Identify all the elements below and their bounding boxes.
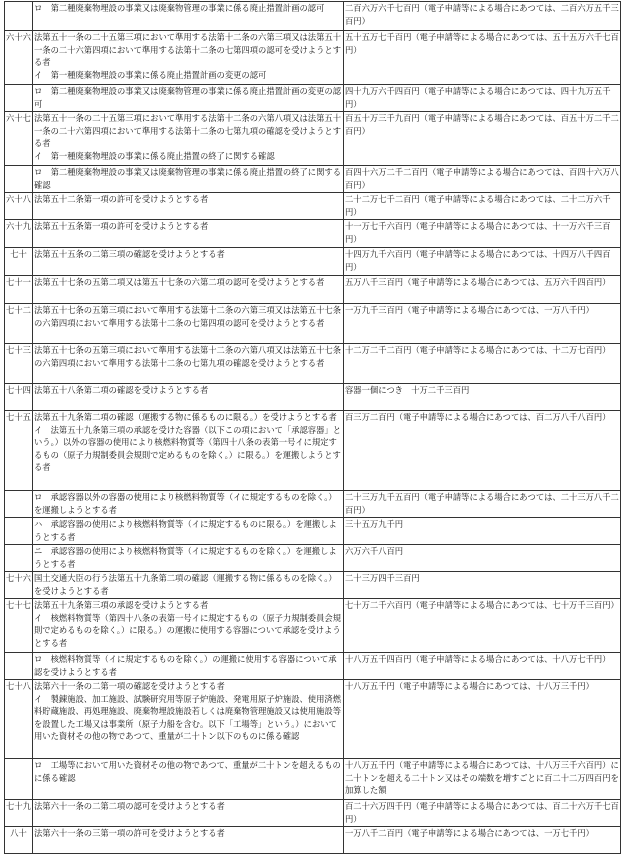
row-number: 七十八 bbox=[5, 680, 33, 759]
row-fee: 五十五万七千百円（電子申請等による場合にあつては、五十五万六千七百円） bbox=[344, 31, 621, 85]
table-row bbox=[5, 759, 621, 800]
row-number: 六十六 bbox=[5, 31, 33, 85]
row-number: 六十九 bbox=[5, 220, 33, 248]
row-fee: 五万八千三百円（電子申請等による場合にあつては、五万六千四百円） bbox=[344, 276, 621, 304]
row-description bbox=[33, 759, 344, 800]
description-line: ロ 第二種廃棄物埋設の事業又は廃棄物管理の事業に係る廃止措置計画の変更の認可 bbox=[34, 86, 341, 109]
description-line: 法第五十一条の二十五第三項において準用する法第十二条の六第三項又は法第五十一条の二十六第四項において準用する法第十二条の七第四項の認可を受けようとする者 bbox=[34, 32, 341, 68]
description-line: イ 第一種廃棄物埋設の事業に係る廃止措置計画の変更の認可 bbox=[34, 69, 267, 80]
row-number bbox=[5, 491, 33, 518]
fee-schedule-table bbox=[4, 1, 621, 854]
description-line: ロ 承認容器以外の容器の使用により核燃料物質等（イに規定するものを除く。）を運搬しようとする者 bbox=[34, 492, 337, 515]
row-number: 七十四 bbox=[5, 384, 33, 411]
description-line: ロ 工場等において用いた資材その他の物であつて、重量が二十トンを超えるものに係る確認 bbox=[34, 760, 341, 783]
table-row bbox=[5, 193, 621, 220]
row-fee: 百三万二百円（電子申請等による場合にあつては、百二万八千八百円） bbox=[344, 411, 621, 491]
row-fee: 一万九千三百円（電子申請等による場合にあつては、一万八千円） bbox=[344, 304, 621, 344]
row-number bbox=[5, 759, 33, 800]
table-row bbox=[5, 2, 621, 31]
description-line: 法第五十九条第三項の承認を受けようとする者 bbox=[34, 600, 209, 610]
table-row bbox=[5, 276, 621, 304]
row-number: 七十六 bbox=[5, 572, 33, 599]
table-row bbox=[5, 411, 621, 491]
row-number bbox=[5, 518, 33, 545]
row-number: 六十七 bbox=[5, 112, 33, 166]
row-description bbox=[33, 653, 344, 680]
table-row bbox=[5, 800, 621, 827]
row-number: 七十九 bbox=[5, 800, 33, 827]
table-row bbox=[5, 85, 621, 112]
row-number: 七十七 bbox=[5, 599, 33, 653]
row-description bbox=[33, 827, 344, 854]
row-fee: 一万八千二百円（電子申請等による場合にあつては、一万七千円） bbox=[344, 827, 621, 854]
row-description bbox=[33, 384, 344, 411]
row-fee: 百五十万三千九百円（電子申請等による場合にあつては、百五十万二千二百円） bbox=[344, 112, 621, 166]
row-description bbox=[33, 166, 344, 193]
row-description bbox=[33, 411, 344, 491]
description-line: 法第五十七条の五第三項において準用する法第十二条の六第三項又は法第五十七条の六第四項において準用する法第十二条の七第四項の認可を受けようとする者 bbox=[34, 305, 341, 328]
description-line: 法第五十五条第一項の許可を受けようとする者 bbox=[34, 221, 209, 231]
table-row bbox=[5, 112, 621, 166]
description-line: イ 第一種廃棄物埋設の事業に係る廃止措置の終了に関する確認 bbox=[34, 150, 275, 161]
row-fee: 二十三万九千五百円（電子申請等による場合にあつては、二十三万八千二百円） bbox=[344, 491, 621, 518]
table-row bbox=[5, 653, 621, 680]
description-line: イ 核燃料物質等（第四十八条の表第一号イに規定するもの（原子力規制委員会規則で定めるものを除く。）に限る。）の運搬に使用する容器について承認を受けようとする者 bbox=[34, 612, 341, 648]
description-line: 法第五十七条の五第三項において準用する法第十二条の六第八項又は法第五十七条の六第四項において準用する法第十二条の七第九項の確認を受けようとする者 bbox=[34, 345, 341, 368]
row-number bbox=[5, 2, 33, 31]
row-description bbox=[33, 85, 344, 112]
row-fee: 二十三万四千三百円 bbox=[344, 572, 621, 599]
table-row bbox=[5, 220, 621, 248]
description-line: イ 製錬施設、加工施設、試験研究用等原子炉施設、発電用原子炉施設、使用済燃料貯蔵施設、再処理施設、廃棄物埋設施設若しくは廃棄物管理施設又は使用施設等を設置した工場又は事業所（原子力船を含む。以下「工場等」という。）において用いた資材その他の物であつて、重量が二十トン以下のものに係る確認 bbox=[34, 693, 341, 742]
row-fee: 十一万七千六百円（電子申請等による場合にあつては、十一万六千三百円） bbox=[344, 220, 621, 248]
row-description bbox=[33, 2, 344, 31]
table-row bbox=[5, 248, 621, 276]
row-fee: 六万六千八百円 bbox=[344, 545, 621, 572]
description-line: 法第五十九条第二項の確認（運搬する物に係るものに限る。）を受けようとする者 bbox=[34, 412, 337, 422]
row-fee: 二百六万六千七百円（電子申請等による場合にあつては、二百六万五千三百円） bbox=[344, 2, 621, 31]
row-description bbox=[33, 800, 344, 827]
row-description bbox=[33, 680, 344, 759]
row-description bbox=[33, 304, 344, 344]
row-fee: 二十二万七千二百円（電子申請等による場合にあつては、二十二万六千円） bbox=[344, 193, 621, 220]
row-description bbox=[33, 518, 344, 545]
row-description bbox=[33, 545, 344, 572]
row-number bbox=[5, 653, 33, 680]
description-line: ハ 承認容器の使用により核燃料物質等（イに規定するものに限る。）を運搬しようとする者 bbox=[34, 519, 337, 542]
row-number: 七十 bbox=[5, 248, 33, 276]
description-line: 法第五十二条第一項の許可を受けようとする者 bbox=[34, 194, 209, 204]
row-description bbox=[33, 220, 344, 248]
row-number bbox=[5, 545, 33, 572]
row-fee: 百四十六万二千二百円（電子申請等による場合にあつては、百四十六万八百円） bbox=[344, 166, 621, 193]
description-line: 法第五十一条の二十五第三項において準用する法第十二条の六第八項又は法第五十一条の二十六第四項において準用する法第十二条の七第九項の確認を受けようとする者 bbox=[34, 113, 341, 149]
row-fee: 十二万二千二百円（電子申請等による場合にあつては、十二万七百円） bbox=[344, 344, 621, 384]
row-number bbox=[5, 166, 33, 193]
table-row bbox=[5, 518, 621, 545]
table-row bbox=[5, 304, 621, 344]
row-description bbox=[33, 599, 344, 653]
table-row bbox=[5, 384, 621, 411]
description-line: 国土交通大臣の行う法第五十九条第二項の確認（運搬する物に係るものを除く。）を受けようとする者 bbox=[34, 573, 337, 596]
row-number: 八十 bbox=[5, 827, 33, 854]
row-description bbox=[33, 276, 344, 304]
description-line: ロ 第二種廃棄物埋設の事業又は廃棄物管理の事業に係る廃止措置計画の認可 bbox=[34, 3, 325, 13]
description-line: 法第五十五条の二第三項の確認を受けようとする者 bbox=[34, 249, 225, 259]
table-row bbox=[5, 545, 621, 572]
row-number: 七十一 bbox=[5, 276, 33, 304]
description-line: 法第六十一条の二第一項の確認を受けようとする者 bbox=[34, 681, 225, 691]
row-number: 七十三 bbox=[5, 344, 33, 384]
row-fee: 十八万五千円（電子申請等による場合にあつては、十八万三千六百円）に二十トンを超える二十トン又はその端数を増すごとに百二十二万四百円を加算した額 bbox=[344, 759, 621, 800]
row-fee: 十八万五千四百円（電子申請等による場合にあつては、十八万七千円） bbox=[344, 653, 621, 680]
row-fee: 四十九万六千四百円（電子申請等による場合にあつては、四十九万五千円） bbox=[344, 85, 621, 112]
row-description bbox=[33, 491, 344, 518]
table-row bbox=[5, 572, 621, 599]
row-number: 六十八 bbox=[5, 193, 33, 220]
row-fee: 容器一個につき 十万二千三百円 bbox=[344, 384, 621, 411]
table-row bbox=[5, 827, 621, 854]
row-fee: 三十五万九千円 bbox=[344, 518, 621, 545]
table-row bbox=[5, 31, 621, 85]
row-fee: 七十万二千六百円（電子申請等による場合にあつては、七十万千三百円） bbox=[344, 599, 621, 653]
description-line: 法第五十八条第二項の確認を受けようとする者 bbox=[34, 385, 209, 395]
row-description bbox=[33, 248, 344, 276]
row-fee: 十四万九千六百円（電子申請等による場合にあつては、十四万八千四百円） bbox=[344, 248, 621, 276]
row-description bbox=[33, 31, 344, 85]
table-row bbox=[5, 166, 621, 193]
row-description bbox=[33, 572, 344, 599]
table-row bbox=[5, 599, 621, 653]
description-line: ロ 第二種廃棄物埋設の事業又は廃棄物管理の事業に係る廃止措置の終了に関する確認 bbox=[34, 167, 341, 190]
row-fee: 百二十六万四千円（電子申請等による場合にあつては、百二十六万千七百円） bbox=[344, 800, 621, 827]
row-fee: 十八万五千円（電子申請等による場合にあつては、十八万三千円） bbox=[344, 680, 621, 759]
description-line: ロ 核燃料物質等（イに規定するものを除く。）の運搬に使用する容器について承認を受けようとする者 bbox=[34, 654, 337, 677]
description-line: 法第六十一条の三第一項の許可を受けようとする者 bbox=[34, 828, 225, 838]
row-description bbox=[33, 112, 344, 166]
table-row bbox=[5, 344, 621, 384]
row-description bbox=[33, 344, 344, 384]
row-description bbox=[33, 193, 344, 220]
row-number: 七十二 bbox=[5, 304, 33, 344]
table-row bbox=[5, 680, 621, 759]
description-line: イ 法第五十九条第三項の承認を受けた容器（以下この項において「承認容器」という。）以外の容器の使用により核燃料物質等（第四十八条の表第一号イに規定するもの（原子力規制委員会規則で定めるものを除く。）に限る。）を運搬しようとする者 bbox=[34, 424, 341, 473]
row-number: 七十五 bbox=[5, 411, 33, 491]
table-row bbox=[5, 491, 621, 518]
row-number bbox=[5, 85, 33, 112]
description-line: 法第六十一条の二第二項の認可を受けようとする者 bbox=[34, 801, 225, 811]
description-line: 法第五十七条の五第二項又は第五十七条の六第二項の認可を受けようとする者 bbox=[34, 277, 325, 287]
description-line: ニ 承認容器の使用により核燃料物質等（イに規定するものを除く。）を運搬しようとする者 bbox=[34, 546, 337, 569]
